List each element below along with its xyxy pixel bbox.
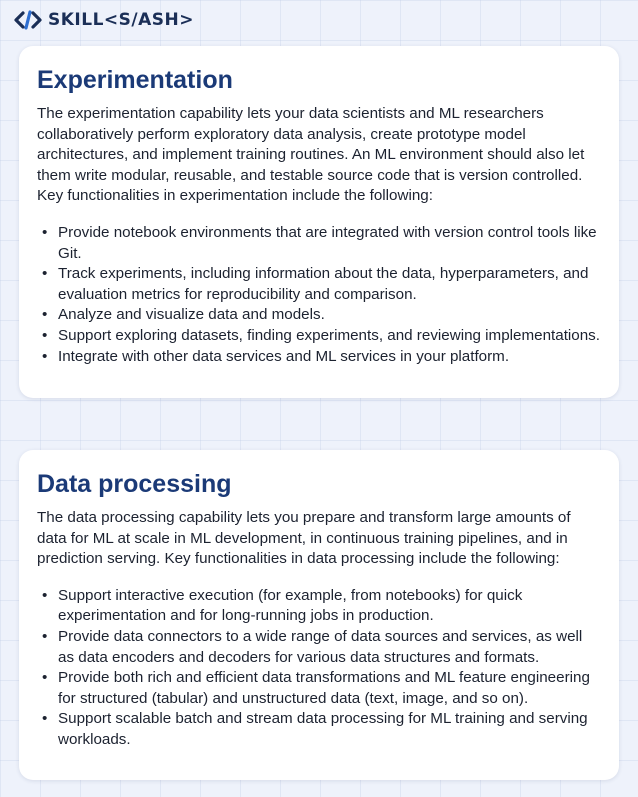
list-item-text: Track experiments, including information about the data, hyperparameters, and evaluation metrics for reproducibility and comparison. bbox=[58, 265, 589, 303]
brand-header bbox=[14, 8, 194, 32]
bullet-list bbox=[37, 223, 601, 367]
section-title: Data processing bbox=[37, 470, 232, 498]
list-item: • Support exploring datasets, finding experiments, and reviewing implementations. bbox=[42, 326, 600, 344]
list-item-text: Analyze and visualize data and models. bbox=[58, 306, 325, 324]
list-item: • Provide data connectors to a wide range of data sources and services, as well as data encoders and decoders for various data structures and formats. bbox=[42, 627, 583, 666]
section-paragraph: The data processing capability lets you prepare and transform large amounts of data for ML at scale in ML development, in continuous training pipelines, and in prediction serving. Key functionalities in data processing include the following: bbox=[37, 509, 571, 568]
list-item: • Integrate with other data services and ML services in your platform. bbox=[42, 347, 510, 365]
list-item: • Support interactive execution (for example, from notebooks) for quick experimentation and for long-running jobs in production. bbox=[42, 586, 523, 625]
list-item-text: Support interactive execution (for example, from notebooks) for quick experimentation and for long-running jobs in production. bbox=[58, 586, 523, 625]
list-item-text: Provide data connectors to a wide range of data sources and services, as well as data encoders and decoders for various data structures and formats. bbox=[58, 627, 583, 666]
section-card-experimentation bbox=[19, 46, 619, 398]
list-item: • Analyze and visualize data and models. bbox=[42, 306, 325, 324]
list-item: • Support scalable batch and stream data processing for ML training and serving workloads. bbox=[42, 710, 588, 748]
brand-logo-icon bbox=[14, 10, 42, 30]
list-item-text: Support exploring datasets, finding experiments, and reviewing implementations. bbox=[58, 326, 600, 344]
list-item: • Provide both rich and efficient data transformations and ML feature engineering for structured (tabular) and unstructured data (text, image, and so on). bbox=[42, 669, 590, 707]
list-item: • Track experiments, including information about the data, hyperparameters, and evaluation metrics for reproducibility and comparison. bbox=[42, 265, 589, 303]
brand-name: SKILL<S/ASH> bbox=[48, 10, 194, 30]
section-paragraph: The experimentation capability lets your data scientists and ML researchers collaboratively perform exploratory data analysis, create prototype model architectures, and implement training routines. An ML environment should also let them write modular, reusable, and testable source code that is version controlled. Key functionalities in experimentation include the following: bbox=[37, 105, 585, 205]
section-card-data-processing bbox=[19, 450, 619, 780]
bullet-list bbox=[37, 586, 601, 751]
list-item-text: Provide notebook environments that are integrated with version control tools like Git. bbox=[58, 223, 597, 262]
list-item-text: Provide both rich and efficient data transformations and ML feature engineering for structured (tabular) and unstructured data (text, image, and so on). bbox=[58, 669, 590, 707]
list-item: • Provide notebook environments that are integrated with version control tools like Git. bbox=[42, 223, 597, 262]
list-item-text: Support scalable batch and stream data processing for ML training and serving workloads. bbox=[58, 710, 588, 748]
list-item-text: Integrate with other data services and ML services in your platform. bbox=[58, 347, 510, 365]
section-title: Experimentation bbox=[37, 66, 233, 94]
